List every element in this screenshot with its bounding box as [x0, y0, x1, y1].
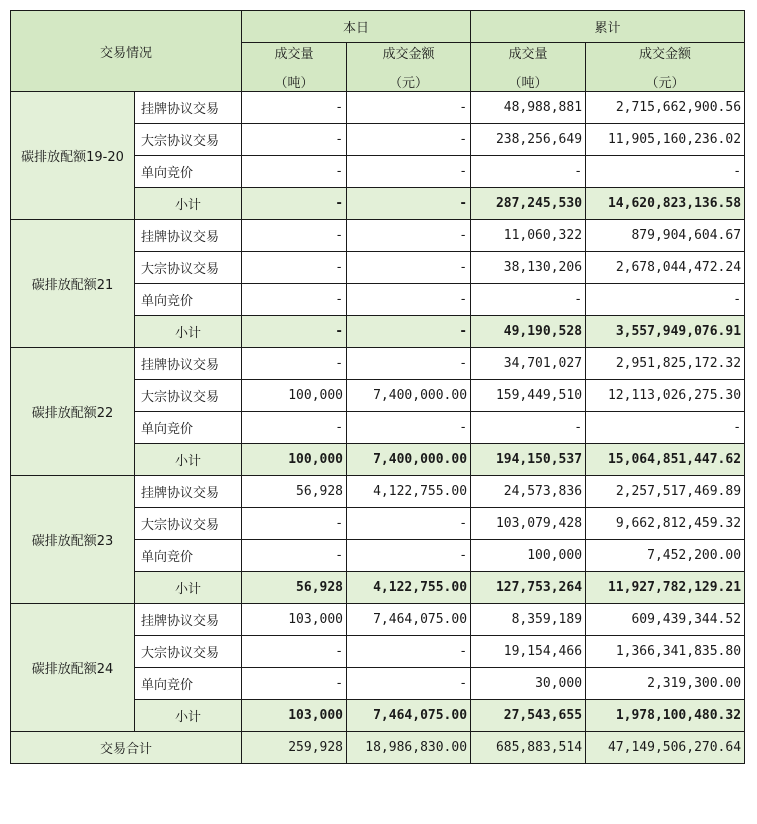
header-volume-label: 成交量: [274, 47, 314, 62]
header-today-amount: [347, 43, 471, 92]
today-volume: -: [242, 92, 347, 124]
subtotal-label: 小计: [135, 188, 242, 220]
subtotal-label: 小计: [135, 316, 242, 348]
grand-total-label: 交易合计: [11, 732, 242, 764]
today-amount: -: [347, 92, 471, 124]
today-volume: -: [242, 668, 347, 700]
today-volume: -: [242, 348, 347, 380]
today-volume: 56,928: [242, 476, 347, 508]
subtotal-today-amount: 7,400,000.00: [347, 444, 471, 476]
cum-amount: -: [586, 156, 745, 188]
cum-volume: 238,256,649: [471, 124, 586, 156]
trade-type: 挂牌协议交易: [135, 348, 242, 380]
cum-volume: -: [471, 412, 586, 444]
grand-total-row: [11, 732, 745, 764]
cum-amount: 12,113,026,275.30: [586, 380, 745, 412]
today-amount: -: [347, 508, 471, 540]
trade-type: 挂牌协议交易: [135, 92, 242, 124]
cum-amount: 2,678,044,472.24: [586, 252, 745, 284]
cum-volume: 48,988,881: [471, 92, 586, 124]
today-volume: -: [242, 124, 347, 156]
today-amount: -: [347, 636, 471, 668]
cum-amount: 879,904,604.67: [586, 220, 745, 252]
trade-type: 大宗协议交易: [135, 508, 242, 540]
trade-type: 大宗协议交易: [135, 124, 242, 156]
header-cum-volume: [471, 43, 586, 92]
today-amount: -: [347, 412, 471, 444]
table-row: [11, 604, 745, 636]
subtotal-today-amount: -: [347, 316, 471, 348]
today-amount: -: [347, 284, 471, 316]
table-row: [11, 476, 745, 508]
trade-type: 单向竞价: [135, 668, 242, 700]
subtotal-cum-volume: 127,753,264: [471, 572, 586, 604]
header-volume-label: 成交量: [508, 47, 548, 62]
header-cumulative: 累计: [471, 11, 745, 43]
trade-type: 挂牌协议交易: [135, 604, 242, 636]
cum-amount: 9,662,812,459.32: [586, 508, 745, 540]
today-amount: -: [347, 348, 471, 380]
cum-amount: 2,319,300.00: [586, 668, 745, 700]
cum-volume: 19,154,466: [471, 636, 586, 668]
trade-type: 挂牌协议交易: [135, 220, 242, 252]
header-volume-unit: （吨）: [508, 76, 548, 91]
subtotal-cum-volume: 287,245,530: [471, 188, 586, 220]
cum-amount: 609,439,344.52: [586, 604, 745, 636]
trading-summary-table: [10, 10, 745, 764]
table-row: [11, 348, 745, 380]
cum-amount: 1,366,341,835.80: [586, 636, 745, 668]
cum-volume: 34,701,027: [471, 348, 586, 380]
grand-total-today-volume: 259,928: [242, 732, 347, 764]
grand-total-cum-volume: 685,883,514: [471, 732, 586, 764]
trade-type: 单向竞价: [135, 156, 242, 188]
cum-amount: -: [586, 412, 745, 444]
subtotal-cum-volume: 49,190,528: [471, 316, 586, 348]
cum-amount: 11,905,160,236.02: [586, 124, 745, 156]
cum-amount: 2,257,517,469.89: [586, 476, 745, 508]
cum-volume: -: [471, 156, 586, 188]
today-volume: -: [242, 540, 347, 572]
group-name: 碳排放配额19-20: [11, 92, 135, 220]
trade-type: 挂牌协议交易: [135, 476, 242, 508]
subtotal-today-volume: -: [242, 188, 347, 220]
cum-volume: 159,449,510: [471, 380, 586, 412]
today-volume: -: [242, 252, 347, 284]
subtotal-today-volume: 103,000: [242, 700, 347, 732]
subtotal-cum-volume: 194,150,537: [471, 444, 586, 476]
subtotal-cum-amount: 3,557,949,076.91: [586, 316, 745, 348]
today-volume: -: [242, 412, 347, 444]
today-amount: -: [347, 124, 471, 156]
trade-type: 大宗协议交易: [135, 252, 242, 284]
subtotal-today-amount: 7,464,075.00: [347, 700, 471, 732]
subtotal-label: 小计: [135, 444, 242, 476]
cum-volume: 100,000: [471, 540, 586, 572]
grand-total-cum-amount: 47,149,506,270.64: [586, 732, 745, 764]
today-volume: 103,000: [242, 604, 347, 636]
subtotal-today-volume: 56,928: [242, 572, 347, 604]
today-volume: -: [242, 284, 347, 316]
today-volume: -: [242, 220, 347, 252]
today-amount: -: [347, 668, 471, 700]
group-name: 碳排放配额24: [11, 604, 135, 732]
subtotal-cum-volume: 27,543,655: [471, 700, 586, 732]
group-name: 碳排放配额21: [11, 220, 135, 348]
today-amount: -: [347, 220, 471, 252]
header-amount-label: 成交金额: [382, 47, 435, 62]
header-volume-unit: （吨）: [274, 76, 314, 91]
trade-type: 大宗协议交易: [135, 380, 242, 412]
header-amount-unit: （元）: [645, 76, 685, 91]
today-volume: -: [242, 636, 347, 668]
cum-volume: 103,079,428: [471, 508, 586, 540]
subtotal-label: 小计: [135, 700, 242, 732]
subtotal-cum-amount: 15,064,851,447.62: [586, 444, 745, 476]
grand-total-today-amount: 18,986,830.00: [347, 732, 471, 764]
cum-amount: -: [586, 284, 745, 316]
today-amount: 7,464,075.00: [347, 604, 471, 636]
table-row: [11, 220, 745, 252]
cum-volume: 11,060,322: [471, 220, 586, 252]
table-row: [11, 92, 745, 124]
header-situation: 交易情况: [11, 11, 242, 92]
today-amount: -: [347, 156, 471, 188]
subtotal-today-amount: -: [347, 188, 471, 220]
today-amount: 7,400,000.00: [347, 380, 471, 412]
header-amount-unit: （元）: [389, 76, 429, 91]
cum-volume: 24,573,836: [471, 476, 586, 508]
subtotal-today-amount: 4,122,755.00: [347, 572, 471, 604]
subtotal-label: 小计: [135, 572, 242, 604]
header-today-volume: [242, 43, 347, 92]
today-amount: -: [347, 252, 471, 284]
subtotal-today-volume: -: [242, 316, 347, 348]
header-row-1: [11, 11, 745, 43]
header-amount-label: 成交金额: [639, 47, 692, 62]
cum-volume: -: [471, 284, 586, 316]
subtotal-cum-amount: 11,927,782,129.21: [586, 572, 745, 604]
trade-type: 单向竞价: [135, 284, 242, 316]
group-name: 碳排放配额22: [11, 348, 135, 476]
subtotal-today-volume: 100,000: [242, 444, 347, 476]
header-cum-amount: [586, 43, 745, 92]
cum-amount: 2,951,825,172.32: [586, 348, 745, 380]
trade-type: 单向竞价: [135, 540, 242, 572]
today-volume: -: [242, 508, 347, 540]
today-amount: 4,122,755.00: [347, 476, 471, 508]
today-volume: 100,000: [242, 380, 347, 412]
today-volume: -: [242, 156, 347, 188]
trade-type: 大宗协议交易: [135, 636, 242, 668]
cum-volume: 30,000: [471, 668, 586, 700]
subtotal-cum-amount: 14,620,823,136.58: [586, 188, 745, 220]
trade-type: 单向竞价: [135, 412, 242, 444]
today-amount: -: [347, 540, 471, 572]
cum-volume: 38,130,206: [471, 252, 586, 284]
cum-amount: 7,452,200.00: [586, 540, 745, 572]
header-today: 本日: [242, 11, 471, 43]
cum-volume: 8,359,189: [471, 604, 586, 636]
cum-amount: 2,715,662,900.56: [586, 92, 745, 124]
subtotal-cum-amount: 1,978,100,480.32: [586, 700, 745, 732]
group-name: 碳排放配额23: [11, 476, 135, 604]
